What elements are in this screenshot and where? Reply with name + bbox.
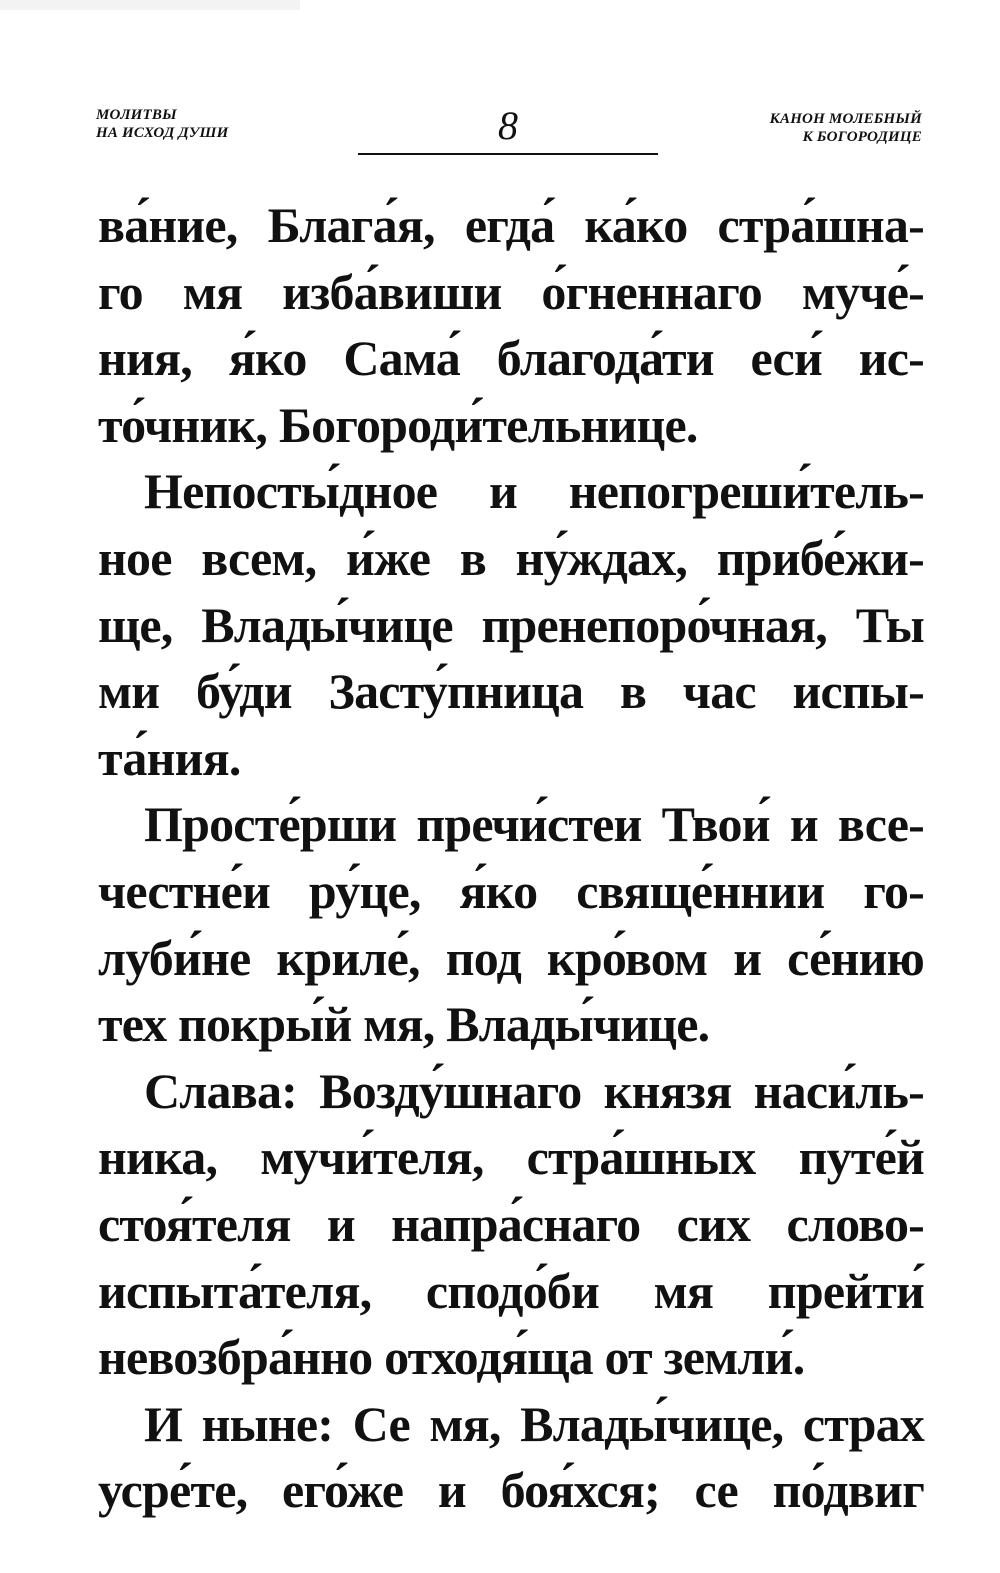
paragraph [98, 458, 924, 791]
text-line: И ныне: Се мя, Влады́чице, страх [144, 1395, 924, 1452]
header-right-line: КАНОН МОЛЕБНЫЙ [769, 111, 922, 127]
header-left-line: НА ИСХОД ДУШИ [96, 125, 229, 141]
text-line: тех покры́й мя, Влады́чице. [98, 996, 710, 1053]
header-right-line: К БОГОРОДИЦЕ [802, 129, 922, 145]
text-line: го мя изба́виши о́гненнаго муче́- [98, 263, 924, 320]
header-section-title-left [96, 106, 228, 142]
text-line: ва́ние, Блага́я, егда́ ка́ко стра́шна- [98, 197, 924, 253]
text-line: ще, Влады́чице пренепоро́чная, Ты [98, 596, 924, 653]
text-line: ми бу́ди Засту́пница в час испы- [98, 663, 924, 720]
text-line: честне́и ру́це, я́ко свяще́ннии го- [98, 862, 924, 919]
header-section-title-right [770, 110, 922, 146]
text-line: испыта́теля, сподо́би мя прейти́ [98, 1262, 924, 1319]
text-line: Просте́рши пречи́стеи Твои́ и все- [144, 796, 924, 853]
text-line: та́ния. [98, 729, 241, 786]
paragraph [98, 1391, 924, 1524]
paragraph [98, 192, 924, 458]
paragraph [98, 791, 924, 1057]
text-line: усре́те, его́же и боя́хся; се по́двиг [98, 1462, 924, 1519]
running-header [96, 103, 926, 166]
text-line: стоя́теля и напра́снаго сих слово- [98, 1195, 924, 1252]
text-line: Слава: Возду́шнаго князя наси́ль- [144, 1062, 924, 1119]
text-line: луби́не криле́, под кро́вом и се́нию [98, 929, 924, 986]
text-line: невозбра́нно отходя́ща от земли́. [98, 1329, 805, 1386]
text-line: Непосты́дное и непогреши́тель- [144, 463, 924, 520]
header-left-line: МОЛИТВЫ [96, 107, 177, 123]
text-line: ника, мучи́теля, стра́шных путе́й [98, 1129, 924, 1186]
page-number: 8 [498, 103, 518, 148]
paragraph [98, 1058, 924, 1391]
text-line: то́чник, Богороди́тельнице. [98, 396, 698, 453]
header-rule [358, 153, 658, 155]
text-line: ное всем, и́же в ну́ждах, прибе́жи- [98, 529, 924, 586]
text-line: ния, я́ко Сама́ благода́ти еси́ ис- [98, 330, 924, 387]
body-text [98, 192, 924, 1524]
page-edge-shadow [0, 0, 300, 10]
